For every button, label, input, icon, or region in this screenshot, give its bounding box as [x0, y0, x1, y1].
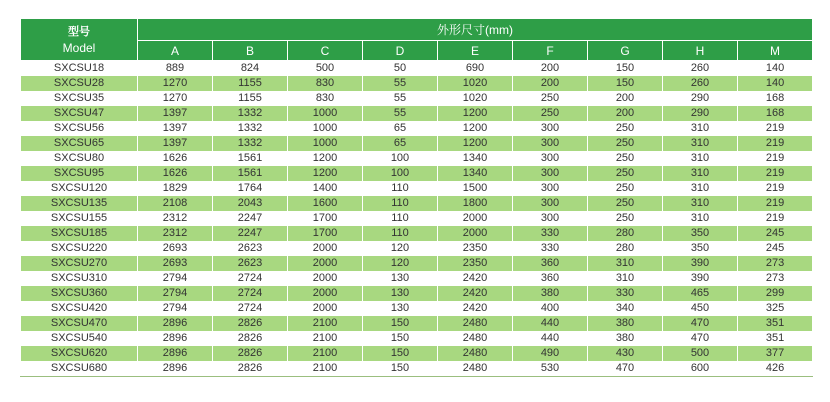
model-cell: SXCSU28	[21, 76, 138, 91]
dimension-cell-g: 340	[588, 301, 663, 316]
table-row	[21, 271, 813, 286]
dimension-cell-d: 55	[363, 91, 438, 106]
dimension-cell-b: 1561	[213, 151, 288, 166]
model-cell: SXCSU420	[21, 301, 138, 316]
dimension-cell-g: 280	[588, 241, 663, 256]
dimension-cell-e: 1020	[438, 76, 513, 91]
column-header-f: F	[513, 41, 588, 61]
dimension-cell-g: 310	[588, 271, 663, 286]
table-row	[21, 181, 813, 196]
model-cell: SXCSU135	[21, 196, 138, 211]
dimension-cell-a: 1397	[138, 106, 213, 121]
dimension-cell-a: 2896	[138, 346, 213, 361]
table-header	[21, 19, 813, 61]
dimension-cell-g: 250	[588, 211, 663, 226]
dimension-cell-c: 2000	[288, 256, 363, 271]
table-row	[21, 121, 813, 136]
dimension-cell-m: 168	[738, 91, 813, 106]
dimension-cell-b: 1332	[213, 106, 288, 121]
dimension-cell-f: 530	[513, 361, 588, 377]
dimension-cell-h: 390	[663, 256, 738, 271]
dimension-cell-e: 2480	[438, 331, 513, 346]
dimension-cell-c: 2000	[288, 271, 363, 286]
dimension-cell-a: 1397	[138, 136, 213, 151]
dimension-cell-h: 290	[663, 91, 738, 106]
dimension-cell-g: 330	[588, 286, 663, 301]
table-row	[21, 256, 813, 271]
table-row	[21, 196, 813, 211]
dimension-cell-e: 2420	[438, 301, 513, 316]
column-header-d: D	[363, 41, 438, 61]
dimension-cell-b: 2623	[213, 256, 288, 271]
dimension-cell-g: 250	[588, 136, 663, 151]
dimension-cell-b: 1155	[213, 91, 288, 106]
model-cell: SXCSU310	[21, 271, 138, 286]
dimension-cell-h: 470	[663, 316, 738, 331]
dimension-cell-b: 1764	[213, 181, 288, 196]
dimension-cell-f: 300	[513, 181, 588, 196]
dimension-cell-d: 130	[363, 301, 438, 316]
dimension-cell-f: 440	[513, 316, 588, 331]
dimension-cell-f: 250	[513, 91, 588, 106]
dimension-cell-m: 325	[738, 301, 813, 316]
dimension-cell-c: 1200	[288, 166, 363, 181]
model-cell: SXCSU18	[21, 61, 138, 77]
model-header-en: Model	[62, 40, 96, 55]
dimension-cell-g: 250	[588, 166, 663, 181]
dimension-cell-e: 1340	[438, 151, 513, 166]
dimension-cell-b: 1561	[213, 166, 288, 181]
dimension-cell-h: 260	[663, 76, 738, 91]
header-row-columns	[21, 41, 813, 61]
dimension-cell-m: 219	[738, 121, 813, 136]
dimension-cell-f: 360	[513, 256, 588, 271]
dimensions-table	[20, 18, 813, 377]
dimension-cell-e: 1800	[438, 196, 513, 211]
dimension-cell-f: 440	[513, 331, 588, 346]
dimension-cell-g: 470	[588, 361, 663, 377]
dimension-cell-b: 2247	[213, 226, 288, 241]
dimension-cell-b: 2724	[213, 271, 288, 286]
dimension-cell-b: 2826	[213, 331, 288, 346]
dimension-cell-m: 351	[738, 331, 813, 346]
model-cell: SXCSU680	[21, 361, 138, 377]
dimensions-group-header: 外形尺寸(mm)	[138, 19, 813, 41]
column-header-b: B	[213, 41, 288, 61]
table-row	[21, 91, 813, 106]
dimension-cell-g: 150	[588, 61, 663, 77]
model-cell: SXCSU185	[21, 226, 138, 241]
dimension-cell-h: 310	[663, 136, 738, 151]
dimension-cell-e: 2420	[438, 271, 513, 286]
table-row	[21, 226, 813, 241]
model-cell: SXCSU95	[21, 166, 138, 181]
model-cell: SXCSU155	[21, 211, 138, 226]
dimension-cell-h: 310	[663, 151, 738, 166]
dimension-cell-b: 2623	[213, 241, 288, 256]
dimension-cell-g: 250	[588, 196, 663, 211]
dimension-cell-e: 690	[438, 61, 513, 77]
dimension-cell-c: 1200	[288, 151, 363, 166]
dimension-cell-m: 426	[738, 361, 813, 377]
dimension-cell-g: 280	[588, 226, 663, 241]
dimension-cell-c: 1600	[288, 196, 363, 211]
dimension-cell-e: 1200	[438, 106, 513, 121]
model-cell: SXCSU540	[21, 331, 138, 346]
dimension-cell-a: 1626	[138, 151, 213, 166]
dimension-cell-d: 120	[363, 256, 438, 271]
model-cell: SXCSU56	[21, 121, 138, 136]
dimension-cell-a: 1270	[138, 91, 213, 106]
dimension-cell-f: 200	[513, 76, 588, 91]
dimension-cell-f: 400	[513, 301, 588, 316]
dimension-cell-a: 2108	[138, 196, 213, 211]
dimension-cell-a: 2794	[138, 286, 213, 301]
model-cell: SXCSU470	[21, 316, 138, 331]
dimension-cell-h: 260	[663, 61, 738, 77]
table-row	[21, 136, 813, 151]
column-header-c: C	[288, 41, 363, 61]
dimension-cell-h: 390	[663, 271, 738, 286]
dimension-cell-d: 120	[363, 241, 438, 256]
dimension-cell-g: 430	[588, 346, 663, 361]
header-row-group	[21, 19, 813, 41]
model-cell: SXCSU360	[21, 286, 138, 301]
dimension-cell-d: 150	[363, 346, 438, 361]
table-row	[21, 106, 813, 121]
dimension-cell-m: 273	[738, 256, 813, 271]
model-cell: SXCSU620	[21, 346, 138, 361]
table-row	[21, 361, 813, 377]
dimension-cell-m: 245	[738, 226, 813, 241]
dimension-cell-e: 1340	[438, 166, 513, 181]
table-row	[21, 151, 813, 166]
dimension-cell-d: 100	[363, 151, 438, 166]
dimension-cell-d: 110	[363, 211, 438, 226]
table-row	[21, 346, 813, 361]
dimension-cell-e: 1500	[438, 181, 513, 196]
dimension-cell-c: 2000	[288, 241, 363, 256]
dimension-cell-e: 2420	[438, 286, 513, 301]
dimension-cell-m: 140	[738, 61, 813, 77]
model-cell: SXCSU80	[21, 151, 138, 166]
dimension-cell-a: 1626	[138, 166, 213, 181]
model-cell: SXCSU35	[21, 91, 138, 106]
dimension-cell-m: 219	[738, 196, 813, 211]
dimension-cell-a: 1829	[138, 181, 213, 196]
dimension-cell-c: 830	[288, 91, 363, 106]
column-header-g: G	[588, 41, 663, 61]
dimension-cell-d: 130	[363, 286, 438, 301]
dimension-cell-c: 1000	[288, 106, 363, 121]
dimension-cell-e: 1200	[438, 121, 513, 136]
dimension-cell-c: 2100	[288, 331, 363, 346]
table-row	[21, 211, 813, 226]
dimension-cell-d: 130	[363, 271, 438, 286]
dimension-cell-h: 310	[663, 196, 738, 211]
dimension-cell-a: 1397	[138, 121, 213, 136]
table-row	[21, 316, 813, 331]
dimension-cell-d: 150	[363, 361, 438, 377]
dimension-cell-g: 380	[588, 316, 663, 331]
dimension-cell-e: 1200	[438, 136, 513, 151]
dimension-cell-m: 245	[738, 241, 813, 256]
dimension-cell-f: 300	[513, 196, 588, 211]
dimension-cell-d: 55	[363, 76, 438, 91]
column-header-a: A	[138, 41, 213, 61]
dimension-cell-b: 2826	[213, 361, 288, 377]
table-row	[21, 331, 813, 346]
dimension-cell-f: 300	[513, 166, 588, 181]
dimension-cell-f: 300	[513, 121, 588, 136]
dimension-cell-f: 330	[513, 226, 588, 241]
model-cell: SXCSU270	[21, 256, 138, 271]
dimension-cell-e: 2480	[438, 346, 513, 361]
dimension-cell-b: 2826	[213, 316, 288, 331]
column-header-h: H	[663, 41, 738, 61]
dimension-cell-b: 2724	[213, 301, 288, 316]
dimension-cell-b: 2247	[213, 211, 288, 226]
dimension-cell-c: 2100	[288, 316, 363, 331]
dimension-cell-f: 330	[513, 241, 588, 256]
dimension-cell-h: 465	[663, 286, 738, 301]
dimension-cell-m: 377	[738, 346, 813, 361]
dimension-cell-f: 300	[513, 211, 588, 226]
dimension-cell-g: 310	[588, 256, 663, 271]
dimension-cell-m: 219	[738, 181, 813, 196]
dimension-cell-h: 470	[663, 331, 738, 346]
column-header-m: M	[738, 41, 813, 61]
dimension-cell-g: 200	[588, 91, 663, 106]
dimension-cell-d: 100	[363, 166, 438, 181]
dimension-cell-g: 200	[588, 106, 663, 121]
dimension-cell-h: 310	[663, 211, 738, 226]
dimension-cell-c: 2100	[288, 361, 363, 377]
dimension-cell-h: 310	[663, 181, 738, 196]
dimension-cell-b: 1155	[213, 76, 288, 91]
dimension-cell-h: 310	[663, 166, 738, 181]
model-cell: SXCSU47	[21, 106, 138, 121]
table-row	[21, 241, 813, 256]
dimension-cell-e: 2480	[438, 316, 513, 331]
dimension-cell-h: 600	[663, 361, 738, 377]
dimension-cell-f: 200	[513, 61, 588, 77]
dimension-cell-c: 500	[288, 61, 363, 77]
table-row	[21, 76, 813, 91]
model-cell: SXCSU220	[21, 241, 138, 256]
dimension-cell-a: 2896	[138, 361, 213, 377]
dimension-cell-e: 2000	[438, 211, 513, 226]
dimension-cell-g: 250	[588, 121, 663, 136]
dimension-cell-h: 350	[663, 226, 738, 241]
dimension-cell-g: 250	[588, 151, 663, 166]
dimension-cell-a: 2312	[138, 226, 213, 241]
dimension-cell-f: 380	[513, 286, 588, 301]
dimension-cell-d: 65	[363, 136, 438, 151]
dimension-cell-g: 250	[588, 181, 663, 196]
table-row	[21, 61, 813, 77]
dimension-cell-a: 2693	[138, 241, 213, 256]
model-column-header	[21, 19, 138, 61]
dimension-cell-g: 380	[588, 331, 663, 346]
table-row	[21, 301, 813, 316]
dimension-cell-d: 50	[363, 61, 438, 77]
dimension-cell-b: 2826	[213, 346, 288, 361]
dimension-cell-m: 351	[738, 316, 813, 331]
dimension-cell-e: 2480	[438, 361, 513, 377]
dimension-cell-m: 140	[738, 76, 813, 91]
model-cell: SXCSU65	[21, 136, 138, 151]
dimension-cell-d: 150	[363, 331, 438, 346]
dimension-cell-a: 889	[138, 61, 213, 77]
dimension-cell-c: 2000	[288, 301, 363, 316]
dimension-cell-c: 1700	[288, 226, 363, 241]
dimension-cell-b: 1332	[213, 121, 288, 136]
dimension-cell-d: 110	[363, 226, 438, 241]
dimension-cell-h: 350	[663, 241, 738, 256]
dimension-cell-f: 250	[513, 106, 588, 121]
dimension-cell-d: 110	[363, 196, 438, 211]
dimension-cell-m: 219	[738, 151, 813, 166]
dimension-cell-a: 2794	[138, 301, 213, 316]
dimension-cell-h: 290	[663, 106, 738, 121]
dimension-cell-b: 824	[213, 61, 288, 77]
dimension-cell-m: 219	[738, 166, 813, 181]
dimension-cell-f: 490	[513, 346, 588, 361]
dimension-cell-a: 2896	[138, 316, 213, 331]
dimension-cell-d: 55	[363, 106, 438, 121]
dimension-cell-f: 300	[513, 136, 588, 151]
dimension-cell-m: 219	[738, 136, 813, 151]
dimension-cell-m: 299	[738, 286, 813, 301]
dimension-cell-a: 2794	[138, 271, 213, 286]
dimension-cell-b: 2043	[213, 196, 288, 211]
dimension-cell-d: 110	[363, 181, 438, 196]
dimension-cell-c: 2000	[288, 286, 363, 301]
dimension-cell-c: 1700	[288, 211, 363, 226]
dimension-cell-e: 2000	[438, 226, 513, 241]
column-header-e: E	[438, 41, 513, 61]
dimension-cell-a: 2693	[138, 256, 213, 271]
dimension-cell-b: 2724	[213, 286, 288, 301]
model-cell: SXCSU120	[21, 181, 138, 196]
dimension-cell-c: 1000	[288, 121, 363, 136]
dimension-cell-e: 1020	[438, 91, 513, 106]
dimension-cell-e: 2350	[438, 241, 513, 256]
table-body	[21, 61, 813, 377]
model-header-zh: 型号	[68, 25, 90, 38]
dimension-cell-d: 150	[363, 316, 438, 331]
dimension-cell-g: 150	[588, 76, 663, 91]
table-row	[21, 286, 813, 301]
dimension-cell-d: 65	[363, 121, 438, 136]
dimension-cell-c: 1000	[288, 136, 363, 151]
dimension-cell-c: 1400	[288, 181, 363, 196]
dimension-cell-h: 310	[663, 121, 738, 136]
dimension-cell-m: 273	[738, 271, 813, 286]
dimension-cell-f: 300	[513, 151, 588, 166]
dimension-cell-a: 2312	[138, 211, 213, 226]
dimension-cell-b: 1332	[213, 136, 288, 151]
dimension-cell-a: 1270	[138, 76, 213, 91]
dimension-cell-f: 360	[513, 271, 588, 286]
dimension-cell-m: 168	[738, 106, 813, 121]
table-row	[21, 166, 813, 181]
dimension-cell-c: 2100	[288, 346, 363, 361]
dimension-cell-e: 2350	[438, 256, 513, 271]
dimension-cell-h: 450	[663, 301, 738, 316]
dimension-cell-a: 2896	[138, 331, 213, 346]
dimension-cell-c: 830	[288, 76, 363, 91]
dimension-cell-m: 219	[738, 211, 813, 226]
dimension-cell-h: 500	[663, 346, 738, 361]
